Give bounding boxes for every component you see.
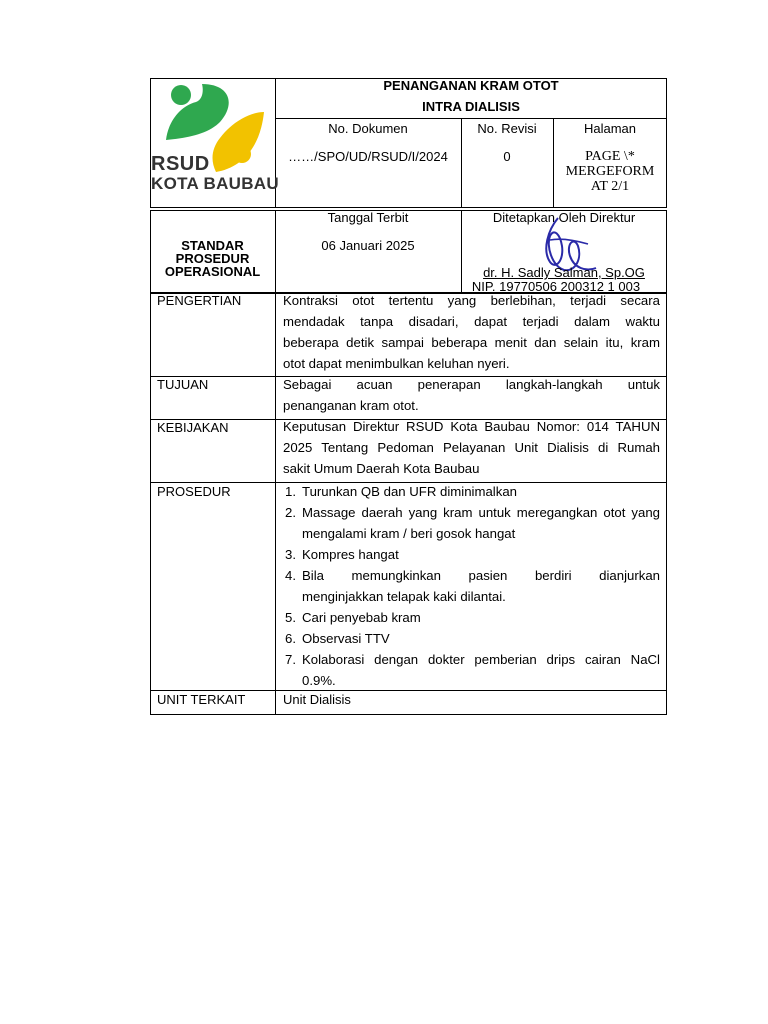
logo-yellow-dot: [233, 145, 251, 163]
ditetapkan-label: Ditetapkan Oleh Direktur: [492, 210, 636, 225]
no-revisi-value: 0: [503, 149, 511, 164]
pengertian-text: Kontraksi otot tertentu yang berlebihan, terjadi secara mendadak tanpa disadari, dapat terjadi dalam waktu beberapa detik sampai beberapa menit dan selain itu, kram otot dapat menimbulkan keluhan nyeri.: [283, 293, 660, 371]
unit-terkait-label: UNIT TERKAIT: [157, 692, 246, 707]
logo-text-kota: KOTA BAUBAU: [151, 174, 279, 193]
spo-label-3: OPERASIONAL: [164, 264, 261, 279]
pengertian-label: PENGERTIAN: [157, 293, 242, 308]
list-item: 5. Cari penyebab kram: [285, 610, 421, 625]
tujuan-label: TUJUAN: [157, 377, 209, 392]
kebijakan-text: Keputusan Direktur RSUD Kota Baubau Nomor: 014 TAHUN 2025 Tentang Pedoman Pelayanan Unit Dialisis di Rumah sakit Umum Daerah Kota Baubau: [283, 419, 660, 476]
halaman-value-1: PAGE \*: [585, 149, 635, 164]
halaman-value-3: AT 2/1: [590, 179, 630, 194]
spo-label-1: STANDAR: [181, 238, 244, 253]
list-item: 6. Observasi TTV: [285, 631, 390, 646]
spo-label-2: PROSEDUR: [175, 251, 250, 266]
header-title-divider: [275, 118, 667, 119]
tujuan-text: Sebagai acuan penerapan langkah-langkah untuk penanganan kram otot.: [283, 377, 660, 413]
no-revisi-label: No. Revisi: [477, 121, 537, 136]
list-item: 7. Kolaborasi dengan dokter pemberian drips cairan NaCl 0.9%.: [285, 652, 660, 688]
no-dokumen-value: ……/SPO/UD/RSUD/I/2024: [288, 149, 448, 164]
tanggal-terbit-value: 06 Januari 2025: [321, 238, 415, 253]
list-item: 2. Massage daerah yang kram untuk meregangkan otot yang mengalami kram / beri gosok hangat: [285, 505, 660, 541]
list-item: 1. Turunkan QB dan UFR diminimalkan: [285, 484, 517, 499]
halaman-label: Halaman: [583, 121, 637, 136]
unit-terkait-value: Unit Dialisis: [283, 692, 351, 707]
prosedur-list: [281, 481, 660, 691]
tanggal-terbit-label: Tanggal Terbit: [327, 210, 409, 225]
director-nip: NIP. 19770506 200312 1 003: [471, 279, 641, 294]
halaman-value-2: MERGEFORM: [565, 164, 655, 179]
document-title-line1: PENANGANAN KRAM OTOT: [383, 78, 559, 93]
prosedur-label: PROSEDUR: [157, 484, 231, 499]
director-name: dr. H. Sadly Salman, Sp.OG: [483, 265, 645, 280]
list-item: 3. Kompres hangat: [285, 547, 399, 562]
no-dokumen-label: No. Dokumen: [328, 121, 408, 136]
list-item: 4. Bila memungkinkan pasien berdiri dianjurkan menginjakkan telapak kaki dilantai.: [285, 568, 660, 604]
document-title-line2: INTRA DIALISIS: [422, 99, 520, 114]
kebijakan-label: KEBIJAKAN: [157, 420, 229, 435]
logo-text-rsud: RSUD: [151, 153, 210, 175]
logo-green-dot: [171, 85, 191, 105]
